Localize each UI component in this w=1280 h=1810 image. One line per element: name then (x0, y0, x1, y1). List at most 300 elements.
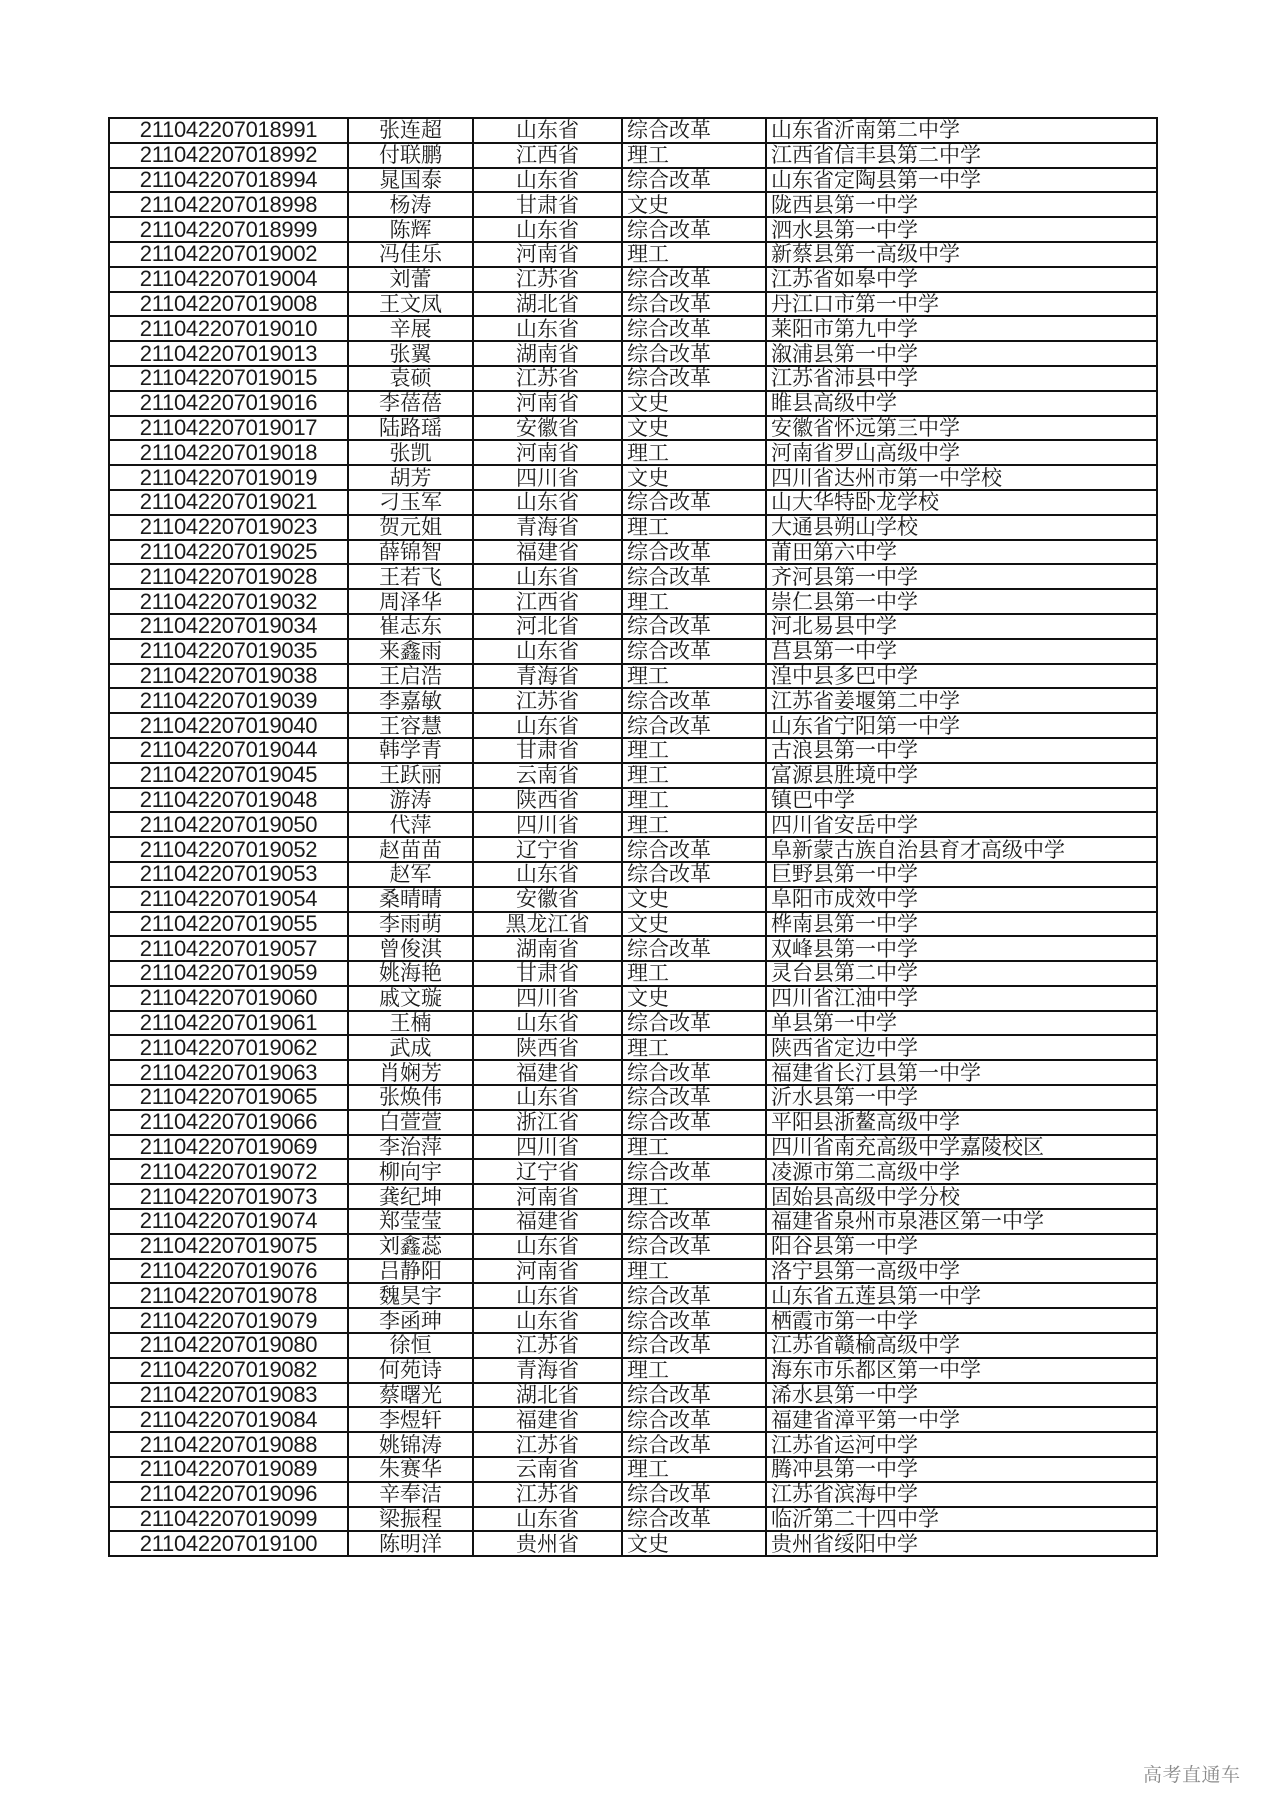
subject-type-cell: 综合改革 (622, 292, 766, 317)
candidate-id-cell: 211042207019080 (109, 1333, 348, 1358)
table-row (109, 1135, 1157, 1160)
school-cell: 阳谷县第一中学 (766, 1234, 1157, 1259)
student-name-cell: 李煜轩 (348, 1407, 473, 1432)
province-cell: 四川省 (473, 1135, 622, 1160)
candidate-id-cell: 211042207019061 (109, 1011, 348, 1036)
candidate-id-cell: 211042207019079 (109, 1308, 348, 1333)
province-cell: 甘肃省 (473, 192, 622, 217)
province-cell: 福建省 (473, 540, 622, 565)
candidate-id-cell: 211042207019073 (109, 1184, 348, 1209)
subject-type-cell: 综合改革 (622, 1110, 766, 1135)
subject-type-cell: 综合改革 (622, 688, 766, 713)
province-cell: 山东省 (473, 1234, 622, 1259)
student-name-cell: 杨涛 (348, 192, 473, 217)
school-cell: 四川省达州市第一中学校 (766, 465, 1157, 490)
candidate-id-cell: 211042207019002 (109, 242, 348, 267)
subject-type-cell: 综合改革 (622, 1432, 766, 1457)
candidate-id-cell: 211042207019072 (109, 1159, 348, 1184)
candidate-id-cell: 211042207019019 (109, 465, 348, 490)
table-row (109, 242, 1157, 267)
school-cell: 山大华特卧龙学校 (766, 490, 1157, 515)
candidate-id-cell: 211042207019076 (109, 1259, 348, 1284)
subject-type-cell: 综合改革 (622, 540, 766, 565)
province-cell: 贵州省 (473, 1531, 622, 1556)
table-row (109, 118, 1157, 143)
table-row (109, 688, 1157, 713)
table-row (109, 1011, 1157, 1036)
candidate-id-cell: 211042207019078 (109, 1283, 348, 1308)
subject-type-cell: 综合改革 (622, 862, 766, 887)
subject-type-cell: 理工 (622, 589, 766, 614)
table-row (109, 1234, 1157, 1259)
table-row (109, 1358, 1157, 1383)
table-row (109, 316, 1157, 341)
school-cell: 江苏省赣榆高级中学 (766, 1333, 1157, 1358)
subject-type-cell: 综合改革 (622, 639, 766, 664)
school-cell: 泗水县第一中学 (766, 217, 1157, 242)
table-row (109, 1457, 1157, 1482)
school-cell: 山东省定陶县第一中学 (766, 168, 1157, 193)
school-cell: 陇西县第一中学 (766, 192, 1157, 217)
student-name-cell: 袁硕 (348, 366, 473, 391)
province-cell: 山东省 (473, 1011, 622, 1036)
province-cell: 湖南省 (473, 936, 622, 961)
province-cell: 山东省 (473, 713, 622, 738)
school-cell: 江苏省沛县中学 (766, 366, 1157, 391)
candidate-id-cell: 211042207019039 (109, 688, 348, 713)
school-cell: 固始县高级中学分校 (766, 1184, 1157, 1209)
student-name-cell: 李函珅 (348, 1308, 473, 1333)
school-cell: 洛宁县第一高级中学 (766, 1259, 1157, 1284)
candidate-id-cell: 211042207019048 (109, 788, 348, 813)
school-cell: 丹江口市第一中学 (766, 292, 1157, 317)
subject-type-cell: 综合改革 (622, 1308, 766, 1333)
student-name-cell: 姚海艳 (348, 961, 473, 986)
table-row (109, 515, 1157, 540)
student-name-cell: 崔志东 (348, 614, 473, 639)
province-cell: 河北省 (473, 614, 622, 639)
student-name-cell: 周泽华 (348, 589, 473, 614)
province-cell: 山东省 (473, 1507, 622, 1532)
school-cell: 睢县高级中学 (766, 391, 1157, 416)
student-name-cell: 赵苗苗 (348, 837, 473, 862)
school-cell: 富源县胜境中学 (766, 763, 1157, 788)
school-cell: 江苏省运河中学 (766, 1432, 1157, 1457)
student-name-cell: 薛锦智 (348, 540, 473, 565)
candidate-id-cell: 211042207019088 (109, 1432, 348, 1457)
subject-type-cell: 理工 (622, 961, 766, 986)
subject-type-cell: 综合改革 (622, 1085, 766, 1110)
table-row (109, 416, 1157, 441)
table-row (109, 589, 1157, 614)
province-cell: 福建省 (473, 1407, 622, 1432)
subject-type-cell: 综合改革 (622, 1234, 766, 1259)
table-row (109, 738, 1157, 763)
school-cell: 凌源市第二高级中学 (766, 1159, 1157, 1184)
province-cell: 四川省 (473, 812, 622, 837)
candidate-id-cell: 211042207019015 (109, 366, 348, 391)
province-cell: 山东省 (473, 316, 622, 341)
student-name-cell: 韩学青 (348, 738, 473, 763)
province-cell: 江苏省 (473, 267, 622, 292)
student-name-cell: 柳向宇 (348, 1159, 473, 1184)
subject-type-cell: 综合改革 (622, 217, 766, 242)
table-row (109, 713, 1157, 738)
subject-type-cell: 综合改革 (622, 316, 766, 341)
candidate-id-cell: 211042207019028 (109, 564, 348, 589)
student-name-cell: 刘蕾 (348, 267, 473, 292)
table-row (109, 540, 1157, 565)
candidate-id-cell: 211042207019065 (109, 1085, 348, 1110)
subject-type-cell: 综合改革 (622, 837, 766, 862)
subject-type-cell: 文史 (622, 391, 766, 416)
province-cell: 青海省 (473, 515, 622, 540)
school-cell: 贵州省绥阳中学 (766, 1531, 1157, 1556)
province-cell: 江西省 (473, 589, 622, 614)
table-body (109, 118, 1157, 1556)
subject-type-cell: 文史 (622, 912, 766, 937)
subject-type-cell: 综合改革 (622, 936, 766, 961)
table-row (109, 837, 1157, 862)
candidate-id-cell: 211042207019052 (109, 837, 348, 862)
subject-type-cell: 综合改革 (622, 1011, 766, 1036)
candidate-id-cell: 211042207019040 (109, 713, 348, 738)
province-cell: 山东省 (473, 490, 622, 515)
province-cell: 山东省 (473, 862, 622, 887)
subject-type-cell: 综合改革 (622, 614, 766, 639)
candidate-id-cell: 211042207019069 (109, 1135, 348, 1160)
province-cell: 河南省 (473, 440, 622, 465)
school-cell: 湟中县多巴中学 (766, 664, 1157, 689)
school-cell: 莆田第六中学 (766, 540, 1157, 565)
subject-type-cell: 理工 (622, 143, 766, 168)
candidate-id-cell: 211042207019004 (109, 267, 348, 292)
subject-type-cell: 文史 (622, 416, 766, 441)
candidate-id-cell: 211042207019074 (109, 1209, 348, 1234)
subject-type-cell: 文史 (622, 192, 766, 217)
admission-list-sheet (108, 117, 1158, 1557)
subject-type-cell: 综合改革 (622, 267, 766, 292)
subject-type-cell: 理工 (622, 1358, 766, 1383)
province-cell: 福建省 (473, 1060, 622, 1085)
school-cell: 山东省五莲县第一中学 (766, 1283, 1157, 1308)
province-cell: 安徽省 (473, 416, 622, 441)
table-row (109, 639, 1157, 664)
table-row (109, 912, 1157, 937)
school-cell: 浠水县第一中学 (766, 1383, 1157, 1408)
subject-type-cell: 理工 (622, 1035, 766, 1060)
table-row (109, 1283, 1157, 1308)
school-cell: 海东市乐都区第一中学 (766, 1358, 1157, 1383)
school-cell: 河北易县中学 (766, 614, 1157, 639)
province-cell: 云南省 (473, 763, 622, 788)
province-cell: 江苏省 (473, 1482, 622, 1507)
student-name-cell: 武成 (348, 1035, 473, 1060)
school-cell: 河南省罗山高级中学 (766, 440, 1157, 465)
student-name-cell: 戚文璇 (348, 986, 473, 1011)
table-row (109, 1209, 1157, 1234)
student-name-cell: 刘鑫蕊 (348, 1234, 473, 1259)
subject-type-cell: 文史 (622, 887, 766, 912)
subject-type-cell: 综合改革 (622, 366, 766, 391)
subject-type-cell: 理工 (622, 1184, 766, 1209)
province-cell: 黑龙江省 (473, 912, 622, 937)
table-row (109, 341, 1157, 366)
student-name-cell: 陆路瑶 (348, 416, 473, 441)
student-name-cell: 王若飞 (348, 564, 473, 589)
province-cell: 江苏省 (473, 1432, 622, 1457)
student-name-cell: 王容慧 (348, 713, 473, 738)
student-name-cell: 付联鹏 (348, 143, 473, 168)
province-cell: 河南省 (473, 1259, 622, 1284)
student-name-cell: 张连超 (348, 118, 473, 143)
candidate-id-cell: 211042207019050 (109, 812, 348, 837)
subject-type-cell: 理工 (622, 763, 766, 788)
student-name-cell: 胡芳 (348, 465, 473, 490)
school-cell: 腾冲县第一中学 (766, 1457, 1157, 1482)
student-name-cell: 龚纪坤 (348, 1184, 473, 1209)
school-cell: 福建省长汀县第一中学 (766, 1060, 1157, 1085)
table-row (109, 1110, 1157, 1135)
student-name-cell: 李治萍 (348, 1135, 473, 1160)
admission-table (108, 117, 1158, 1557)
province-cell: 湖北省 (473, 292, 622, 317)
province-cell: 甘肃省 (473, 961, 622, 986)
subject-type-cell: 理工 (622, 664, 766, 689)
student-name-cell: 晁国泰 (348, 168, 473, 193)
school-cell: 阜新蒙古族自治县育才高级中学 (766, 837, 1157, 862)
subject-type-cell: 综合改革 (622, 1283, 766, 1308)
province-cell: 山东省 (473, 168, 622, 193)
table-row (109, 1159, 1157, 1184)
table-row (109, 1308, 1157, 1333)
student-name-cell: 李嘉敏 (348, 688, 473, 713)
candidate-id-cell: 211042207019025 (109, 540, 348, 565)
table-row (109, 887, 1157, 912)
table-row (109, 366, 1157, 391)
candidate-id-cell: 211042207019023 (109, 515, 348, 540)
student-name-cell: 王楠 (348, 1011, 473, 1036)
table-row (109, 664, 1157, 689)
candidate-id-cell: 211042207019083 (109, 1383, 348, 1408)
subject-type-cell: 综合改革 (622, 1407, 766, 1432)
candidate-id-cell: 211042207019089 (109, 1457, 348, 1482)
table-row (109, 986, 1157, 1011)
table-row (109, 1259, 1157, 1284)
school-cell: 桦南县第一中学 (766, 912, 1157, 937)
student-name-cell: 张翼 (348, 341, 473, 366)
province-cell: 福建省 (473, 1209, 622, 1234)
table-row (109, 168, 1157, 193)
candidate-id-cell: 211042207018991 (109, 118, 348, 143)
province-cell: 浙江省 (473, 1110, 622, 1135)
table-row (109, 1507, 1157, 1532)
table-row (109, 391, 1157, 416)
school-cell: 福建省漳平第一中学 (766, 1407, 1157, 1432)
subject-type-cell: 综合改革 (622, 490, 766, 515)
province-cell: 辽宁省 (473, 837, 622, 862)
subject-type-cell: 综合改革 (622, 1383, 766, 1408)
province-cell: 山东省 (473, 118, 622, 143)
subject-type-cell: 综合改革 (622, 1507, 766, 1532)
student-name-cell: 蔡曙光 (348, 1383, 473, 1408)
table-row (109, 763, 1157, 788)
subject-type-cell: 理工 (622, 242, 766, 267)
school-cell: 崇仁县第一中学 (766, 589, 1157, 614)
student-name-cell: 李雨萌 (348, 912, 473, 937)
school-cell: 溆浦县第一中学 (766, 341, 1157, 366)
student-name-cell: 肖娴芳 (348, 1060, 473, 1085)
candidate-id-cell: 211042207019044 (109, 738, 348, 763)
table-row (109, 812, 1157, 837)
school-cell: 陕西省定边中学 (766, 1035, 1157, 1060)
school-cell: 灵台县第二中学 (766, 961, 1157, 986)
province-cell: 江苏省 (473, 688, 622, 713)
subject-type-cell: 理工 (622, 812, 766, 837)
student-name-cell: 贺元姐 (348, 515, 473, 540)
student-name-cell: 桑晴晴 (348, 887, 473, 912)
student-name-cell: 郑莹莹 (348, 1209, 473, 1234)
subject-type-cell: 综合改革 (622, 118, 766, 143)
province-cell: 湖北省 (473, 1383, 622, 1408)
school-cell: 江苏省滨海中学 (766, 1482, 1157, 1507)
candidate-id-cell: 211042207019055 (109, 912, 348, 937)
candidate-id-cell: 211042207018994 (109, 168, 348, 193)
province-cell: 山东省 (473, 1085, 622, 1110)
candidate-id-cell: 211042207019062 (109, 1035, 348, 1060)
candidate-id-cell: 211042207019066 (109, 1110, 348, 1135)
school-cell: 平阳县浙鳌高级中学 (766, 1110, 1157, 1135)
subject-type-cell: 综合改革 (622, 1159, 766, 1184)
candidate-id-cell: 211042207019008 (109, 292, 348, 317)
candidate-id-cell: 211042207019059 (109, 961, 348, 986)
school-cell: 双峰县第一中学 (766, 936, 1157, 961)
candidate-id-cell: 211042207019013 (109, 341, 348, 366)
province-cell: 陕西省 (473, 1035, 622, 1060)
candidate-id-cell: 211042207018999 (109, 217, 348, 242)
school-cell: 江西省信丰县第二中学 (766, 143, 1157, 168)
student-name-cell: 陈明洋 (348, 1531, 473, 1556)
watermark: 高考直通车 (1143, 1764, 1241, 1786)
candidate-id-cell: 211042207019084 (109, 1407, 348, 1432)
candidate-id-cell: 211042207019057 (109, 936, 348, 961)
school-cell: 沂水县第一中学 (766, 1085, 1157, 1110)
candidate-id-cell: 211042207019035 (109, 639, 348, 664)
student-name-cell: 辛展 (348, 316, 473, 341)
table-row (109, 564, 1157, 589)
school-cell: 临沂第二十四中学 (766, 1507, 1157, 1532)
school-cell: 大通县朔山学校 (766, 515, 1157, 540)
table-row (109, 1035, 1157, 1060)
subject-type-cell: 综合改革 (622, 168, 766, 193)
province-cell: 安徽省 (473, 887, 622, 912)
table-row (109, 490, 1157, 515)
table-row (109, 143, 1157, 168)
school-cell: 齐河县第一中学 (766, 564, 1157, 589)
province-cell: 江西省 (473, 143, 622, 168)
school-cell: 四川省南充高级中学嘉陵校区 (766, 1135, 1157, 1160)
province-cell: 山东省 (473, 639, 622, 664)
school-cell: 单县第一中学 (766, 1011, 1157, 1036)
table-row (109, 936, 1157, 961)
province-cell: 四川省 (473, 465, 622, 490)
student-name-cell: 何苑诗 (348, 1358, 473, 1383)
table-row (109, 961, 1157, 986)
student-name-cell: 吕静阳 (348, 1259, 473, 1284)
student-name-cell: 辛奉洁 (348, 1482, 473, 1507)
subject-type-cell: 理工 (622, 440, 766, 465)
table-row (109, 1085, 1157, 1110)
student-name-cell: 李蓓蓓 (348, 391, 473, 416)
table-row (109, 1333, 1157, 1358)
province-cell: 陕西省 (473, 788, 622, 813)
student-name-cell: 来鑫雨 (348, 639, 473, 664)
province-cell: 云南省 (473, 1457, 622, 1482)
province-cell: 山东省 (473, 1308, 622, 1333)
candidate-id-cell: 211042207019063 (109, 1060, 348, 1085)
student-name-cell: 游涛 (348, 788, 473, 813)
student-name-cell: 徐恒 (348, 1333, 473, 1358)
student-name-cell: 赵军 (348, 862, 473, 887)
student-name-cell: 王文凤 (348, 292, 473, 317)
subject-type-cell: 文史 (622, 1531, 766, 1556)
table-row (109, 788, 1157, 813)
subject-type-cell: 综合改革 (622, 713, 766, 738)
candidate-id-cell: 211042207019017 (109, 416, 348, 441)
subject-type-cell: 理工 (622, 788, 766, 813)
candidate-id-cell: 211042207019010 (109, 316, 348, 341)
subject-type-cell: 综合改革 (622, 1060, 766, 1085)
student-name-cell: 张凯 (348, 440, 473, 465)
student-name-cell: 魏昊宇 (348, 1283, 473, 1308)
student-name-cell: 张焕伟 (348, 1085, 473, 1110)
table-row (109, 192, 1157, 217)
school-cell: 山东省沂南第二中学 (766, 118, 1157, 143)
candidate-id-cell: 211042207019018 (109, 440, 348, 465)
candidate-id-cell: 211042207019038 (109, 664, 348, 689)
student-name-cell: 代萍 (348, 812, 473, 837)
candidate-id-cell: 211042207019032 (109, 589, 348, 614)
candidate-id-cell: 211042207019082 (109, 1358, 348, 1383)
student-name-cell: 姚锦涛 (348, 1432, 473, 1457)
subject-type-cell: 理工 (622, 1135, 766, 1160)
province-cell: 河南省 (473, 391, 622, 416)
subject-type-cell: 综合改革 (622, 341, 766, 366)
table-row (109, 1060, 1157, 1085)
table-row (109, 1432, 1157, 1457)
table-row (109, 1531, 1157, 1556)
subject-type-cell: 文史 (622, 986, 766, 1011)
school-cell: 镇巴中学 (766, 788, 1157, 813)
table-row (109, 217, 1157, 242)
school-cell: 阜阳市成效中学 (766, 887, 1157, 912)
school-cell: 四川省安岳中学 (766, 812, 1157, 837)
table-row (109, 614, 1157, 639)
school-cell: 巨野县第一中学 (766, 862, 1157, 887)
school-cell: 福建省泉州市泉港区第一中学 (766, 1209, 1157, 1234)
subject-type-cell: 理工 (622, 1457, 766, 1482)
student-name-cell: 曾俊淇 (348, 936, 473, 961)
candidate-id-cell: 211042207019054 (109, 887, 348, 912)
school-cell: 江苏省姜堰第二中学 (766, 688, 1157, 713)
table-row (109, 267, 1157, 292)
province-cell: 四川省 (473, 986, 622, 1011)
province-cell: 甘肃省 (473, 738, 622, 763)
table-row (109, 1184, 1157, 1209)
province-cell: 河南省 (473, 1184, 622, 1209)
student-name-cell: 冯佳乐 (348, 242, 473, 267)
school-cell: 山东省宁阳第一中学 (766, 713, 1157, 738)
